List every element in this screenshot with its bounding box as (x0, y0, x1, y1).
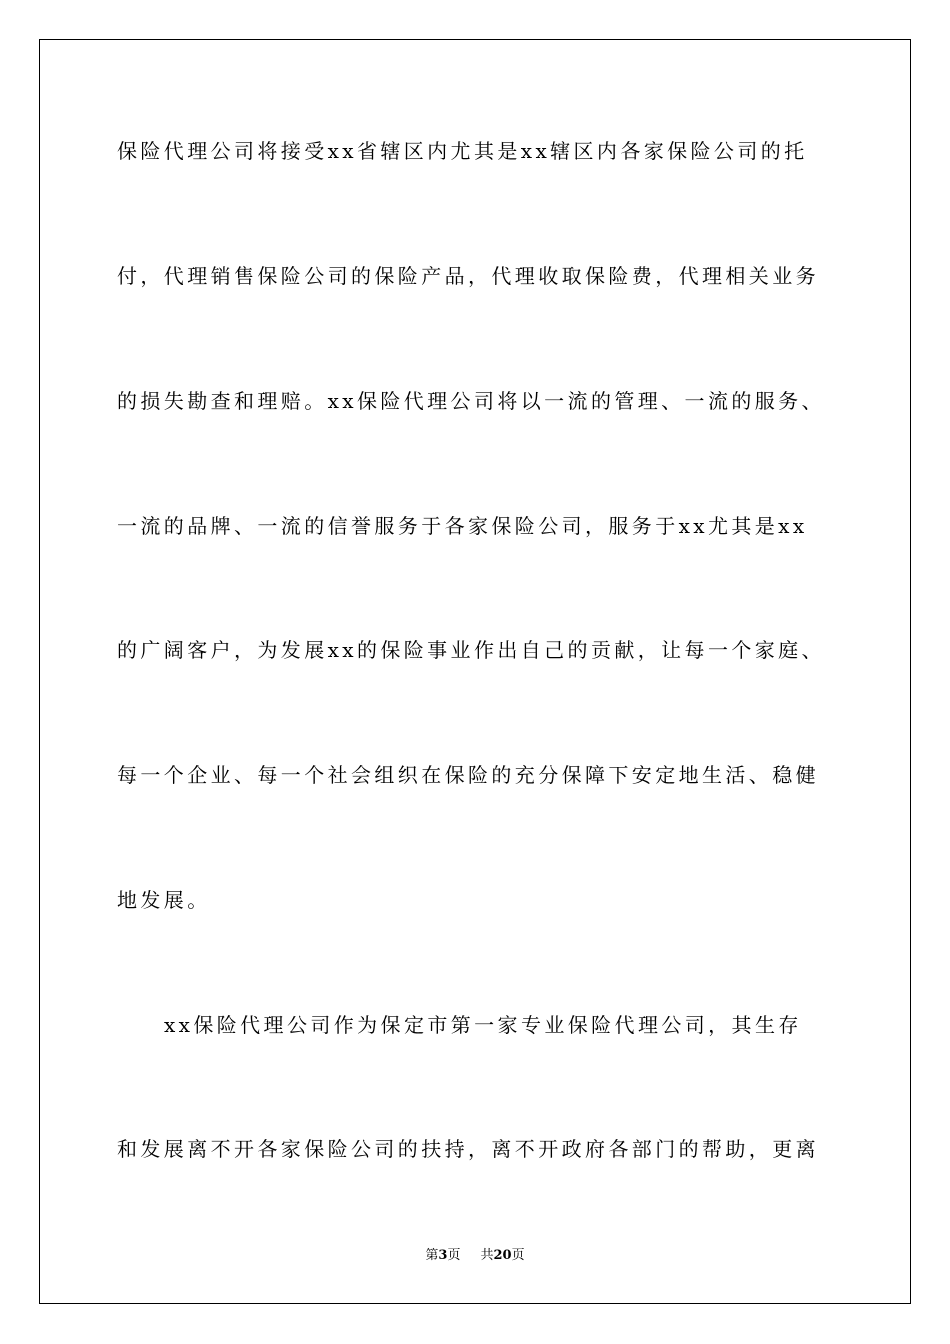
body-line-7: 地发展。 (117, 888, 211, 912)
body-line-8: xx保险代理公司作为保定市第一家专业保险代理公司，其生存 (164, 1013, 802, 1037)
page-border (39, 39, 911, 1304)
body-line-2: 付，代理销售保险公司的保险产品，代理收取保险费，代理相关业务 (117, 264, 819, 288)
body-line-9: 和发展离不开各家保险公司的扶持，离不开政府各部门的帮助，更离 (117, 1137, 819, 1161)
total-number: 20 (493, 1248, 512, 1263)
body-line-6: 每一个企业、每一个社会组织在保险的充分保障下安定地生活、稳健 (117, 763, 819, 787)
body-line-5: 的广阔客户，为发展xx的保险事业作出自己的贡献，让每一个家庭、 (117, 638, 825, 662)
body-line-3: 的损失勘查和理赔。xx保险代理公司将以一流的管理、一流的服务、 (117, 389, 825, 413)
body-line-4: 一流的品牌、一流的信誉服务于各家保险公司，服务于xx尤其是xx (117, 514, 808, 538)
page-number: 3 (438, 1248, 448, 1263)
total-prefix: 共 (480, 1248, 494, 1263)
body-line-1: 保险代理公司将接受xx省辖区内尤其是xx辖区内各家保险公司的托 (117, 139, 808, 163)
page-suffix: 页 (447, 1248, 461, 1263)
total-suffix: 页 (511, 1248, 525, 1263)
page-footer (0, 1248, 950, 1264)
page-prefix: 第 (425, 1248, 439, 1263)
